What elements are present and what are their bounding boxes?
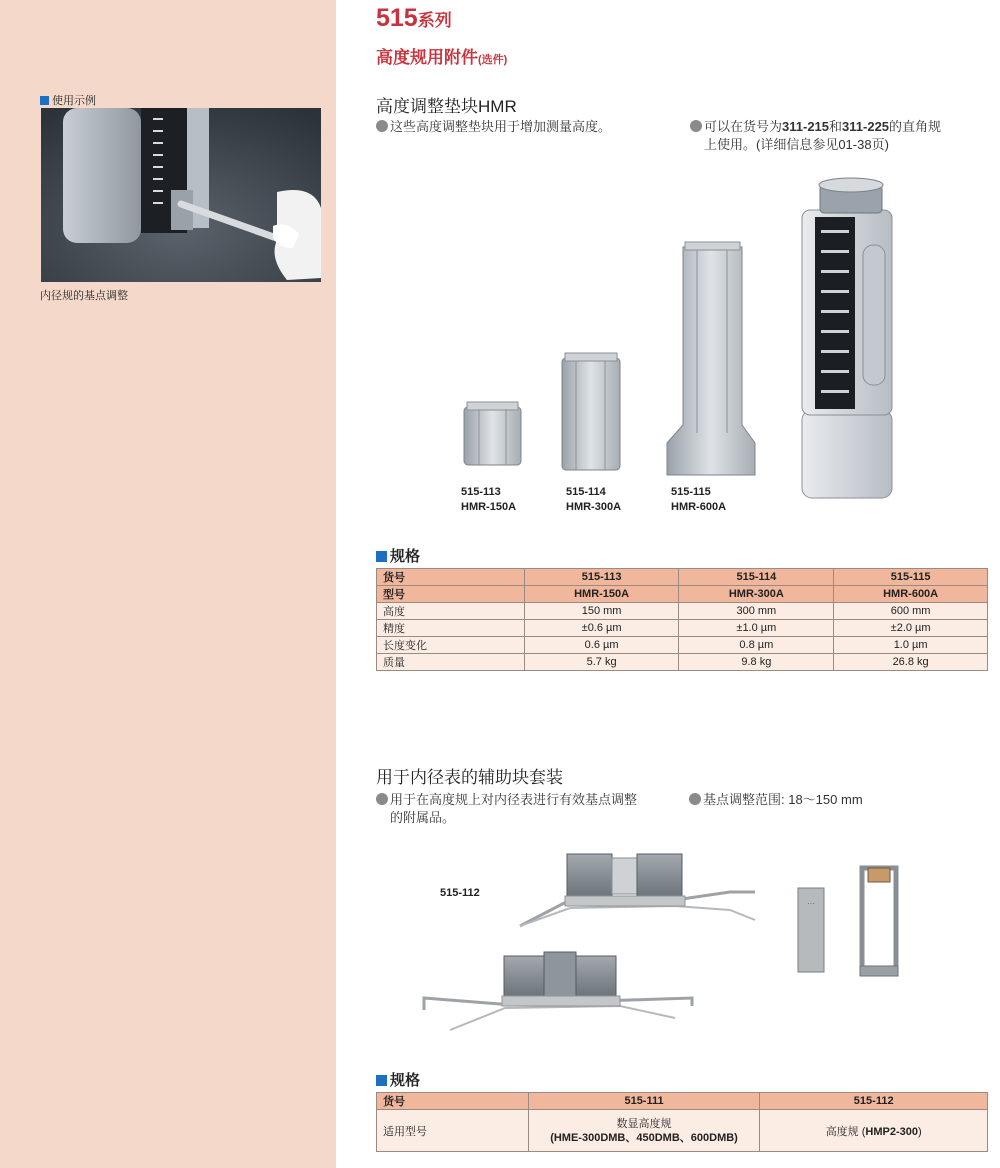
usage-example-caption: 内径规的基点调整 [40,290,128,302]
table-row [377,637,988,654]
hmr-product-illustration [455,175,905,505]
spec-title: 规格 [390,1072,421,1089]
table-cell: 300 mm [679,603,834,620]
table-cell [760,1110,988,1152]
spec-heading-hmr [376,545,420,566]
table-label: 货号 [377,569,525,586]
bullet-hmr-compat [690,118,995,154]
bullet-text: 这些高度调整垫块用于增加测量高度。 [390,119,612,134]
bullet-dot-icon [376,793,388,805]
table-cell: HMR-150A [524,586,679,603]
table-cell: 515-112 [760,1093,988,1110]
square-bullet-icon [376,551,387,562]
svg-text:···: ··· [807,899,815,908]
product-model: HMR-600A [671,501,727,513]
table-label: 适用型号 [377,1110,529,1152]
table-row [377,603,988,620]
table-cell: ±0.6 µm [524,620,679,637]
product-model: HMR-150A [461,501,517,513]
table-cell: 600 mm [834,603,988,620]
table-cell: ±2.0 µm [834,620,988,637]
bullet-line-2: 的附属品。 [390,810,456,825]
series-title [376,4,452,33]
product-label-515-114 [566,485,621,515]
spec-heading-auxiliary [376,1069,420,1090]
table-cell: HMR-300A [679,586,834,603]
table-cell: 515-111 [528,1093,760,1110]
product-model: HMR-300A [566,501,622,513]
cell-line: 数显高度规 [616,1117,672,1130]
bullet-text: 用于在高度规上对内径表进行有效基点调整 [390,792,638,807]
compat-model-1: 311-215 [782,119,830,134]
table-cell: 515-114 [679,569,834,586]
series-number: 515 [376,4,418,32]
bullet-aux-range [689,791,863,809]
series-suffix: 系列 [417,11,452,30]
table-row [377,1110,988,1152]
table-cell: 515-113 [524,569,679,586]
table-row [377,620,988,637]
table-cell: ±1.0 µm [679,620,834,637]
table-row [377,569,988,586]
bullet-dot-icon [689,793,701,805]
table-cell: 0.6 µm [524,637,679,654]
table-label: 高度 [377,603,525,620]
product-code: 515-113 [461,486,501,498]
bullet-dot-icon [376,120,388,132]
spec-title: 规格 [390,548,421,565]
usage-example-photo [41,108,321,282]
bullet-hmr-purpose [376,118,611,136]
table-cell: 9.8 kg [679,654,834,671]
spec-table-auxiliary [376,1092,988,1152]
product-label-515-113 [461,485,516,515]
table-label: 质量 [377,654,525,671]
cell-line: (HME-300DMB、450DMB、600DMB) [550,1131,738,1144]
section-title-auxiliary-block: 用于内径表的辅助块套装 [376,768,563,787]
subtitle-note: (选件) [478,54,508,66]
usage-example-heading [40,92,96,108]
bullet-line-1 [690,118,995,136]
bullet-text: 基点调整范围: 18〜150 mm [703,792,863,807]
bullet-text: 可以在货号为 [704,119,783,134]
subtitle-text: 高度规用附件 [376,48,478,67]
table-cell: 26.8 kg [834,654,988,671]
table-cell: 150 mm [524,603,679,620]
table-cell: HMR-600A [834,586,988,603]
table-row [377,654,988,671]
auxiliary-block-illustration [410,848,910,1038]
square-bullet-icon [376,1075,387,1086]
product-code: 515-115 [671,486,711,498]
table-cell: 1.0 µm [834,637,988,654]
table-cell: 5.7 kg [524,654,679,671]
table-label: 货号 [377,1093,529,1110]
bullet-text: 的直角规 [889,119,942,134]
product-label-515-112: 515-112 [440,887,480,899]
product-code: 515-114 [566,486,606,498]
cell-text: 高度规 ( [825,1125,866,1138]
page-subtitle [376,43,507,68]
bullet-text: 和 [829,119,843,134]
table-cell [528,1110,760,1152]
usage-example-label: 使用示例 [52,95,96,107]
product-label-515-115 [671,485,726,515]
square-bullet-icon [40,96,49,105]
table-label: 精度 [377,620,525,637]
section-title-hmr: 高度调整垫块HMR [376,97,517,116]
table-cell: 0.8 µm [679,637,834,654]
bullet-line-2: 上使用。(详细信息参见01-38页) [704,137,889,152]
table-cell: 515-115 [834,569,988,586]
bullet-line-1 [376,791,637,809]
bullet-dot-icon [690,120,702,132]
cell-model: HMP2-300 [865,1125,918,1138]
table-label: 长度变化 [377,637,525,654]
compat-model-2: 311-225 [842,119,890,134]
sidebar [0,0,336,1168]
table-row [377,586,988,603]
cell-text: ) [918,1125,922,1138]
table-label: 型号 [377,586,525,603]
table-row [377,1093,988,1110]
spec-table-hmr [376,568,988,671]
bullet-aux-purpose [376,791,637,827]
